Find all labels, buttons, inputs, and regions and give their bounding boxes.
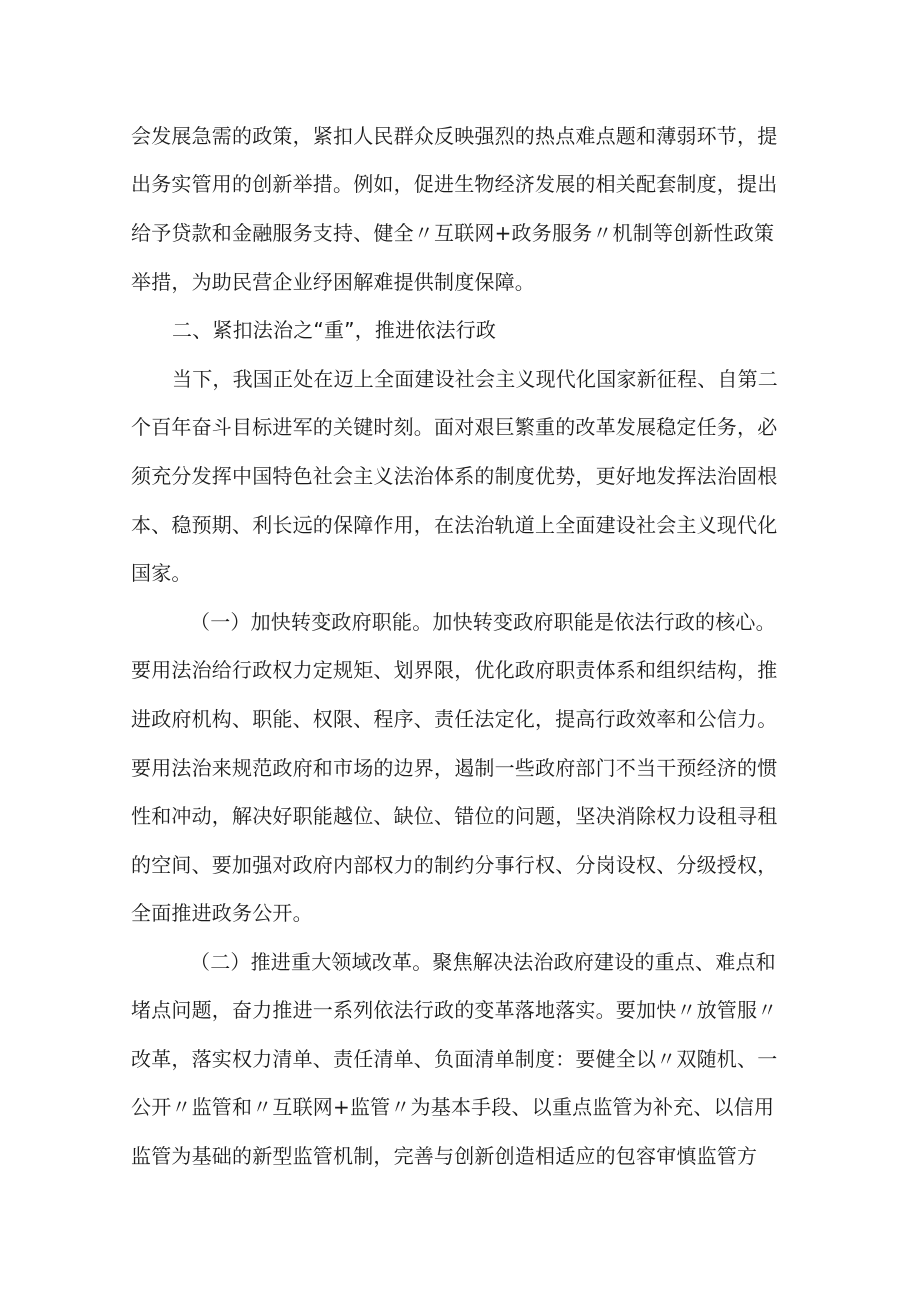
paragraph-line: （二）推进重大领域改革。聚焦解决法治政府建设的重点、难点和 [190, 950, 776, 974]
paragraph-line: 个百年奋斗目标进军的关键时刻。面对艰巨繁重的改革发展稳定任务，必 [131, 415, 778, 439]
paragraph-line: 进政府机构、职能、权限、程序、责任法定化，提高行政效率和公信力。 [131, 707, 778, 731]
paragraph-line: 监管为基础的新型监管机制，完善与创新创造相适应的包容审慎监管方 [131, 1144, 758, 1168]
paragraph-line: 出务实管用的创新举措。例如，促进生物经济发展的相关配套制度，提出 [131, 172, 778, 196]
paragraph-line: 改革，落实权力清单、责任清单、负面清单制度：要健全以〃双随机、一 [131, 1047, 778, 1071]
paragraph-line: 本、稳预期、利长远的保障作用，在法治轨道上全面建设社会主义现代化 [131, 513, 778, 537]
paragraph-line: （一）加快转变政府职能。加快转变政府职能是依法行政的核心。 [190, 610, 776, 634]
section-heading: 二、紧扣法治之“重”，推进依法行政 [172, 318, 497, 342]
paragraph-line: 要用法治来规范政府和市场的边界，遏制一些政府部门不当干预经济的惯 [131, 756, 778, 780]
paragraph-line: 举措，为助民营企业纾困解难提供制度保障。 [131, 270, 535, 294]
paragraph-line: 要用法治给行政权力定规矩、划界限，优化政府职责体系和组织结构，推 [131, 658, 778, 682]
paragraph-line: 全面推进政务公开。 [131, 901, 313, 925]
paragraph-line: 会发展急需的政策，紧扣人民群众反映强烈的热点难点题和薄弱环节，提 [131, 124, 778, 148]
paragraph-line: 国家。 [131, 561, 192, 585]
paragraph-line: 堵点问题，奋力推进一系列依法行政的变革落地落实。要加快〃放管服〃 [131, 998, 778, 1022]
paragraph-line: 公开〃监管和〃互联网+监管〃为基本手段、以重点监管为补充、以信用 [131, 1095, 775, 1119]
paragraph-line: 给予贷款和金融服务支持、健全〃互联网+政务服务〃机制等创新性政策 [131, 221, 775, 245]
paragraph-line: 须充分发挥中国特色社会主义法治体系的制度优势，更好地发挥法治固根 [131, 464, 778, 488]
paragraph-line: 性和冲动，解决好职能越位、缺位、错位的问题，坚决消除权力设租寻租 [131, 804, 778, 828]
paragraph-line: 当下，我国正处在迈上全面建设社会主义现代化国家新征程、自第二 [172, 367, 778, 391]
paragraph-line: 的空间、要加强对政府内部权力的制约分事行权、分岗设权、分级授权， [131, 853, 778, 877]
